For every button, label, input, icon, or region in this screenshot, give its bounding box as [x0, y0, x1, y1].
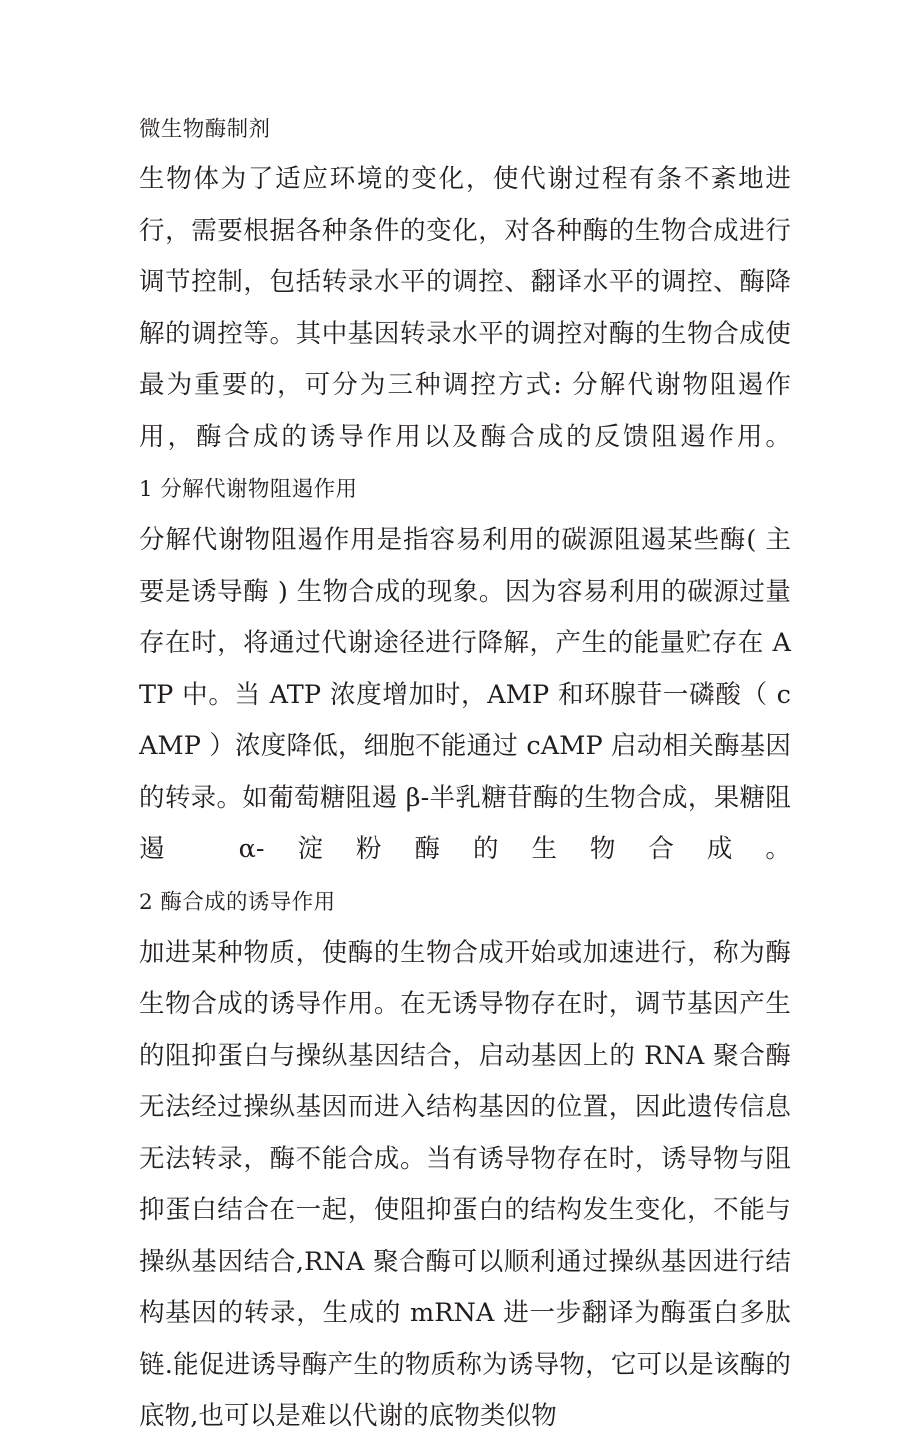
section-1-heading: 1 分解代谢物阻遏作用: [139, 477, 358, 502]
section-2-heading: 2 酶合成的诱导作用: [139, 889, 336, 915]
section-1-paragraph: 分解代谢物阻遏作用是指容易利用的碳源阻遏某些酶( 主要是诱导酶 ) 生物合成的现象。因为容易利用的碳源过量存在时，将通过代谢途径进行降解，产生的能量贮存在 ATP 中。当 ATP 浓度增加时，AMP 和环腺苷一磷酸（ cAMP ）浓度降低，细胞不能通过 cAMP 启动相关酶基因的转录。如葡萄糖阻遏 β-半乳糖苷酶的生物合成，果糖阻遏 α-淀粉酶的生物合成。: [139, 525, 791, 864]
document-title-text: 微生物酶制剂: [139, 117, 271, 142]
document-title: [139, 108, 791, 152]
document-text-column: [139, 108, 791, 1443]
intro-paragraph: 生物体为了适应环境的变化，使代谢过程有条不紊地进行，需要根据各种条件的变化，对各种酶的生物合成进行调节控制，包括转录水平的调控、翻译水平的调控、酶降解的调控等。其中基因转录水平的调控对酶的生物合成使最为重要的，可分为三种调控方式: 分解代谢物阻遏作用，酶合成的诱导作用以及酶合成的反馈阻遏作用。: [139, 164, 791, 452]
section-2-paragraph: 加进某种物质，使酶的生物合成开始或加速进行，称为酶生物合成的诱导作用。在无诱导物存在时，调节基因产生的阻抑蛋白与操纵基因结合，启动基因上的 RNA 聚合酶无法经过操纵基因而进入结构基因的位置，因此遗传信息无法转录，酶不能合成。当有诱导物存在时，诱导物与阻抑蛋白结合在一起，使阻抑蛋白的结构发生变化，不能与操纵基因结合,RNA 聚合酶可以顺利通过操纵基因进行结构基因的转录，生成的 mRNA 进一步翻译为酶蛋白多肽链.能促进诱导酶产生的物质称为诱导物，它可以是该酶的底物,也可以是难以代谢的底物类似物: [139, 937, 791, 1431]
